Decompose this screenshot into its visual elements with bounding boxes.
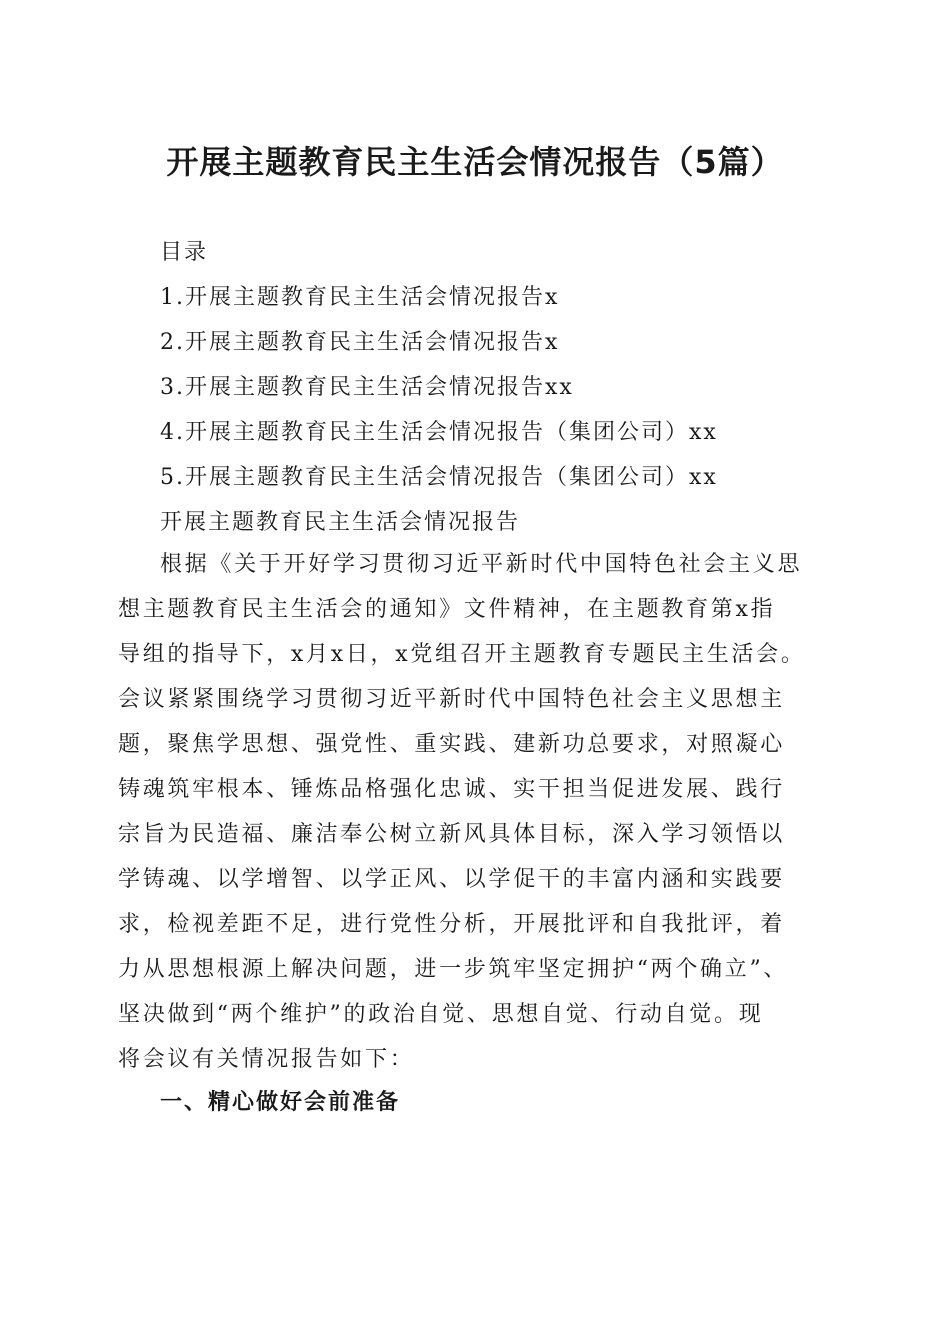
paragraph-line: 坚决做到“两个维护”的政治自觉、思想自觉、行动自觉。现 — [118, 1002, 764, 1027]
paragraph-line: 根据《关于开好学习贯彻习近平新时代中国特色社会主义思 — [160, 552, 803, 577]
paragraph-line: 想主题教育民主生活会的通知》文件精神，在主题教育第x指 — [118, 597, 776, 622]
paragraph-line: 学铸魂、以学增智、以学正风、以学促干的丰富内涵和实践要 — [118, 867, 785, 892]
toc-item: 5.开展主题教育民主生活会情况报告（集团公司）xx — [160, 465, 718, 490]
paragraph-line: 会议紧紧围绕学习贯彻习近平新时代中国特色社会主义思想主 — [118, 687, 785, 712]
section-heading: 一、精心做好会前准备 — [160, 1090, 401, 1115]
toc-heading: 目录 — [160, 240, 209, 265]
toc-item: 4.开展主题教育民主生活会情况报告（集团公司）xx — [160, 420, 718, 445]
paragraph-line: 求，检视差距不足，进行党性分析，开展批评和自我批评，着 — [118, 912, 785, 937]
toc-item: 2.开展主题教育民主生活会情况报告x — [160, 330, 560, 355]
document-title: 开展主题教育民主生活会情况报告（5篇） — [166, 143, 784, 181]
report-title: 开展主题教育民主生活会情况报告 — [160, 510, 521, 535]
table-of-contents — [160, 230, 860, 545]
paragraph-line: 铸魂筑牢根本、锤炼品格强化忠诚、实干担当促进发展、践行 — [118, 777, 785, 802]
paragraph-line: 宗旨为民造福、廉洁奉公树立新风具体目标，深入学习领悟以 — [118, 822, 785, 847]
paragraph-line: 将会议有关情况报告如下： — [118, 1047, 415, 1072]
toc-item: 1.开展主题教育民主生活会情况报告x — [160, 285, 560, 310]
body-paragraph — [118, 542, 830, 1082]
toc-item: 3.开展主题教育民主生活会情况报告xx — [160, 375, 574, 400]
paragraph-line: 题，聚焦学思想、强党性、重实践、建新功总要求，对照凝心 — [118, 732, 785, 757]
paragraph-line: 力从思想根源上解决问题，进一步筑牢坚定拥护“两个确立”、 — [118, 957, 789, 982]
paragraph-line: 导组的指导下，x月x日，x党组召开主题教育专题民主生活会。 — [118, 642, 806, 667]
